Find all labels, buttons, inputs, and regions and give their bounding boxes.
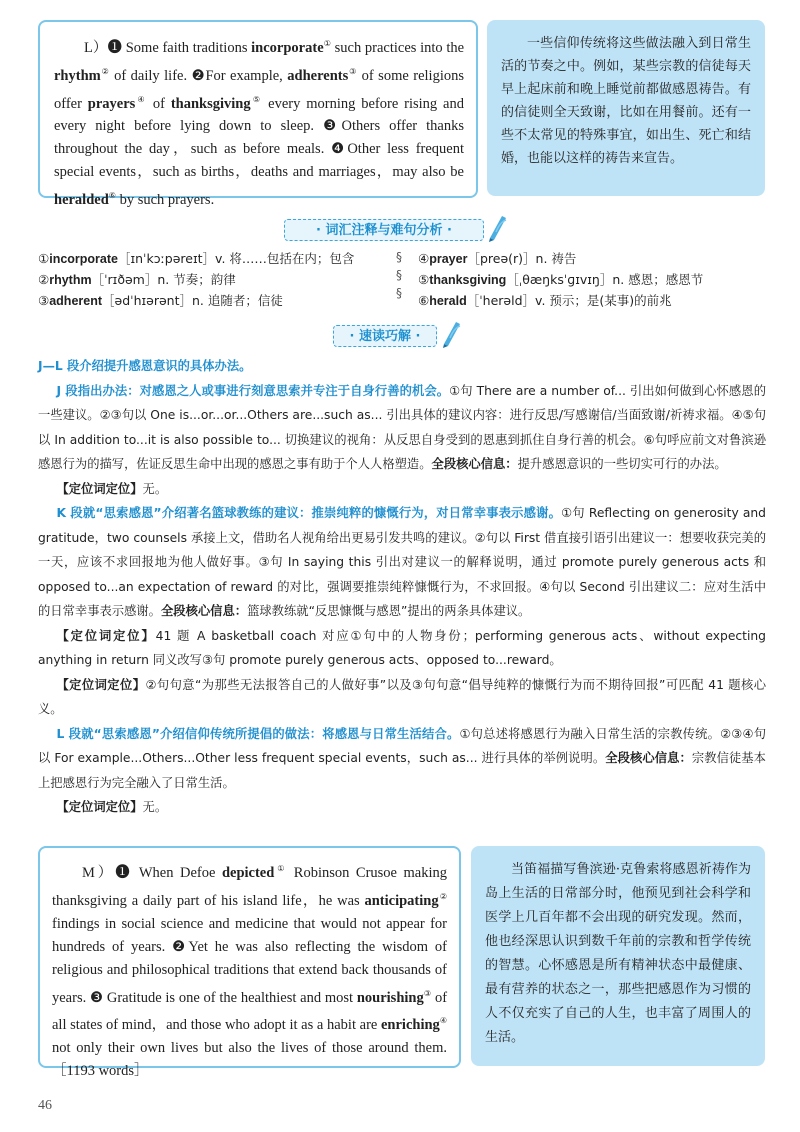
locator-text: ②句句意“为那些无法报答自己的人做好事”以及③句句意“倡导纯粹的慷慨行为而不期待回报”可匹配 41 题核心义。 bbox=[38, 677, 766, 716]
keyword: anticipating bbox=[364, 892, 439, 909]
vocab-phonetic: ［ədˈhɪərənt］ bbox=[102, 293, 192, 308]
footnote-mark: ⑤ bbox=[250, 94, 263, 104]
keyword: adherents bbox=[287, 67, 349, 84]
page-number: 46 bbox=[38, 1098, 52, 1113]
keyword: thanksgiving bbox=[170, 95, 251, 112]
vocab-item bbox=[38, 250, 354, 268]
sentence-text: of daily life. bbox=[109, 67, 192, 84]
locator-label: 【定位词定位】 bbox=[56, 677, 146, 692]
analysis-heading: J—L 段介绍提升感恩意识的具体办法。 bbox=[38, 359, 252, 373]
keyword: depicted bbox=[221, 864, 275, 881]
paragraph-body: ①句总述将感恩行为融入日常生活的宗教传统。②③④句以 For example...Others...Other less frequent special events，such as... 进行具体的举例说明。 bbox=[38, 726, 766, 765]
locator-text: 无。 bbox=[142, 481, 168, 496]
vocab-phonetic: ［ˈrɪðəm］ bbox=[91, 272, 158, 287]
sentence-text: by such prayers. bbox=[115, 192, 215, 209]
vocab-definition: v. 预示；是(某事)的前兆 bbox=[535, 293, 672, 308]
core-info-text: 篮球教练就“反思慷慨与感恩”提出的两条具体建议。 bbox=[247, 604, 531, 618]
paragraph-body: ①句 Reflecting on generosity and gratitude，two counsels 承接上文，借助名人视角给出更易引发共鸣的建议。②句以 First 借直接引语引出建议一：想要收获完美的一天，应该不求回报地为他人做好事。③句 In saying this 引出对建议一的解释说明，通过 promote purely generous acts 和 opposed to...an expectation of reward 的对比，强调要推崇纯粹慷慨行为，不求回报。④句以 Second 引出建议二：应对生活中的日常幸事表示感谢。 bbox=[38, 506, 766, 618]
sentence-text: Robinson Crusoe making thanksgiving a daily part of his island life，he was bbox=[52, 864, 448, 909]
passage-l-translation-box bbox=[487, 20, 765, 196]
locator-note bbox=[38, 673, 766, 722]
footnote-mark: ③ bbox=[348, 66, 358, 76]
passage-m-english-box bbox=[38, 846, 461, 1080]
vocab-item bbox=[38, 292, 283, 310]
vocab-item bbox=[418, 250, 576, 268]
vocab-number: ① bbox=[38, 251, 50, 266]
paragraph-heading: J 段指出办法：对感恩之人或事进行刻意思索并专注于自身行善的机会。 bbox=[56, 383, 450, 398]
vocab-word: prayer bbox=[429, 252, 468, 266]
vocab-item bbox=[418, 292, 672, 310]
paragraph-heading: K 段就“思索感恩”介绍著名篮球教练的建议：推崇纯粹的慷慨行为，对日常幸事表示感谢。 bbox=[56, 506, 562, 520]
core-info-label: 全段核心信息： bbox=[160, 604, 248, 618]
vocab-definition: n. 节奏；韵律 bbox=[157, 272, 236, 287]
footnote-mark: ① bbox=[323, 39, 331, 48]
keyword: rhythm bbox=[54, 67, 101, 84]
sentence-text: of some religions offer bbox=[54, 67, 465, 112]
passage-m-translation-box bbox=[471, 846, 765, 1066]
keyword: incorporate bbox=[251, 39, 324, 56]
locator-note bbox=[38, 795, 766, 820]
vocab-definition: n. 祷告 bbox=[535, 251, 577, 266]
sentence-text: Others offer thanks throughout the day，such as before meals. bbox=[54, 118, 464, 158]
locator-note bbox=[38, 624, 766, 673]
footnote-mark: ② bbox=[100, 66, 110, 76]
speed-reading-banner: · 速读巧解 · bbox=[333, 325, 437, 347]
passage-m-text bbox=[52, 857, 447, 1083]
vocab-number: ② bbox=[38, 272, 50, 287]
paragraph-heading: L 段就“思索感恩”介绍信仰传统所提倡的做法：将感恩与日常生活结合。 bbox=[56, 726, 460, 741]
divider-spring: § § § bbox=[396, 250, 402, 300]
sentence-number: ❹ bbox=[331, 141, 348, 158]
sentence-text: Some faith traditions bbox=[122, 39, 252, 56]
vocab-word: thanksgiving bbox=[429, 273, 507, 287]
keyword: nourishing bbox=[356, 989, 424, 1006]
vocab-number: ⑤ bbox=[418, 272, 430, 287]
keyword: prayers bbox=[87, 95, 136, 112]
sentence-text: such practices into the bbox=[330, 39, 465, 56]
analysis-paragraph-l bbox=[38, 722, 766, 796]
locator-text: 41 题 A basketball coach 对应①句中的人物身份；performing generous acts、without expecting anything in return 同义改写③句 promote purely generous acts、opposed to...reward。 bbox=[38, 628, 766, 667]
paragraph-label: L） bbox=[84, 39, 108, 56]
passage-m-translation: 当笛福描写鲁滨逊·克鲁索将感恩祈祷作为岛上生活的日常部分时，他预见到社会科学和医学上几百年都不会出现的研究发现。然而，他也经深思认识到数千年前的宗教和哲学传统的智慧。心怀感恩是所有精神状态中最健康、最有营养的状态之一，那些把感恩作为习惯的人不仅充实了自己的人生，也丰富了周围人的生活。 bbox=[485, 862, 751, 1045]
locator-text: 无。 bbox=[142, 800, 168, 814]
locator-label: 【定位词定位】 bbox=[56, 800, 143, 814]
sentence-text: Other less frequent special events，such as births，deaths and marriages，may also be bbox=[54, 141, 464, 181]
sentence-text: findings in social science and medicine that would not appear for hundreds of years. bbox=[52, 915, 447, 955]
sentence-number: ❷ bbox=[191, 67, 206, 84]
sentence-number: ❷ bbox=[172, 938, 189, 955]
vocab-phonetic: ［preə(r)］ bbox=[467, 251, 536, 266]
pencil-icon bbox=[440, 318, 462, 348]
word-count: ［1193 words］ bbox=[52, 1063, 149, 1080]
paragraph-body: ①句 There are a number of... 引出如何做到心怀感恩的一些建议。②③句以 One is...or...or...Others are...such as... 引出具体的建议内容：进行反思/写感谢信/当面致谢/祈祷求福。④⑤句以 In addition to...it is also possible to... 切换建议的视角：从反思自身受到的恩惠到抓住自身行善的机会。⑥句呼应前文对鲁滨逊感恩行为的描写，佐证反思生命中出现的感恩之事有助于个人人格塑造。 bbox=[38, 383, 766, 471]
core-info-text: 宗教信徒基本上把感恩行为完全融入了日常生活。 bbox=[38, 751, 766, 790]
vocab-phonetic: ［ˈherəld］ bbox=[466, 293, 536, 308]
analysis-paragraph-k bbox=[38, 501, 766, 624]
sentence-text: Gratitude is one of the healthiest and most bbox=[103, 989, 357, 1006]
vocab-number: ⑥ bbox=[418, 293, 430, 308]
passage-l-translation: 一些信仰传统将这些做法融入到日常生活的节奏之中。例如，某些宗教的信徒每天早上起床前和晚上睡觉前都做感恩祷告。有的信徒则全天致谢，比如在用餐前。还有一些不太常见的特殊事宜，如出生、死亡和结婚，也能以这样的祷告来宣告。 bbox=[501, 36, 751, 166]
analysis-section bbox=[38, 354, 766, 820]
locator-label: 【定位词定位】 bbox=[56, 481, 143, 496]
core-info-text: 提升感恩意识的一些切实可行的办法。 bbox=[517, 457, 727, 471]
vocab-item bbox=[38, 271, 236, 289]
locator-note bbox=[38, 477, 766, 502]
vocab-number: ④ bbox=[418, 251, 430, 266]
keyword: enriching bbox=[380, 1017, 440, 1034]
vocab-item bbox=[418, 271, 703, 289]
footnote-mark: ③ bbox=[423, 988, 432, 998]
core-info-label: 全段核心信息： bbox=[431, 457, 518, 471]
vocab-definition: n. 感恩；感恩节 bbox=[612, 272, 704, 287]
footnote-mark: ④ bbox=[439, 1016, 447, 1026]
footnote-mark: ④ bbox=[135, 94, 147, 104]
vocab-definition: n. 追随者；信徒 bbox=[192, 293, 283, 308]
passage-l-english-box bbox=[38, 20, 478, 209]
sentence-number: ❶ bbox=[115, 864, 133, 881]
keyword: heralded bbox=[54, 192, 109, 209]
vocab-word: incorporate bbox=[49, 252, 118, 266]
core-info-label: 全段核心信息： bbox=[605, 751, 692, 765]
vocab-word: herald bbox=[429, 294, 467, 308]
sentence-text: For example, bbox=[205, 67, 288, 84]
paragraph-label: M） bbox=[82, 864, 116, 881]
sentence-text: of bbox=[146, 95, 171, 112]
sentence-text: of all states of mind，and those who adopt it as a habit are bbox=[52, 989, 448, 1034]
vocab-number: ③ bbox=[38, 293, 50, 308]
sentence-text: When Defoe bbox=[132, 864, 222, 881]
vocab-definition: v. 将……包括在内；包含 bbox=[215, 251, 355, 266]
sentence-text: not only their own lives but also the lives of those around them. bbox=[52, 1040, 447, 1057]
sentence-text: Yet he was also reflecting the wisdom of religious and philosophical traditions that extend back thousands of years. bbox=[52, 938, 448, 1006]
passage-l-text bbox=[54, 32, 464, 212]
vocab-word: rhythm bbox=[49, 273, 92, 287]
sentence-text: every morning before rising and every night before lying down to sleep. bbox=[54, 95, 464, 135]
footnote-mark: ① bbox=[274, 864, 288, 873]
sentence-number: ❶ bbox=[107, 39, 123, 56]
sentence-number: ❸ bbox=[323, 118, 342, 135]
locator-label: 【定位词定位】 bbox=[56, 628, 156, 643]
footnote-mark: ② bbox=[438, 891, 447, 901]
vocab-section-banner: · 词汇注释与难句分析 · bbox=[284, 219, 484, 241]
analysis-paragraph-j bbox=[38, 379, 766, 477]
vocab-phonetic: ［ɪnˈkɔːpəreɪt］ bbox=[117, 251, 216, 266]
vocab-word: adherent bbox=[49, 294, 103, 308]
vocab-phonetic: ［ˌθæŋksˈɡɪvɪŋ］ bbox=[506, 272, 613, 287]
pencil-icon bbox=[486, 212, 508, 242]
footnote-mark: ⑥ bbox=[108, 191, 116, 201]
sentence-number: ❸ bbox=[89, 989, 104, 1006]
